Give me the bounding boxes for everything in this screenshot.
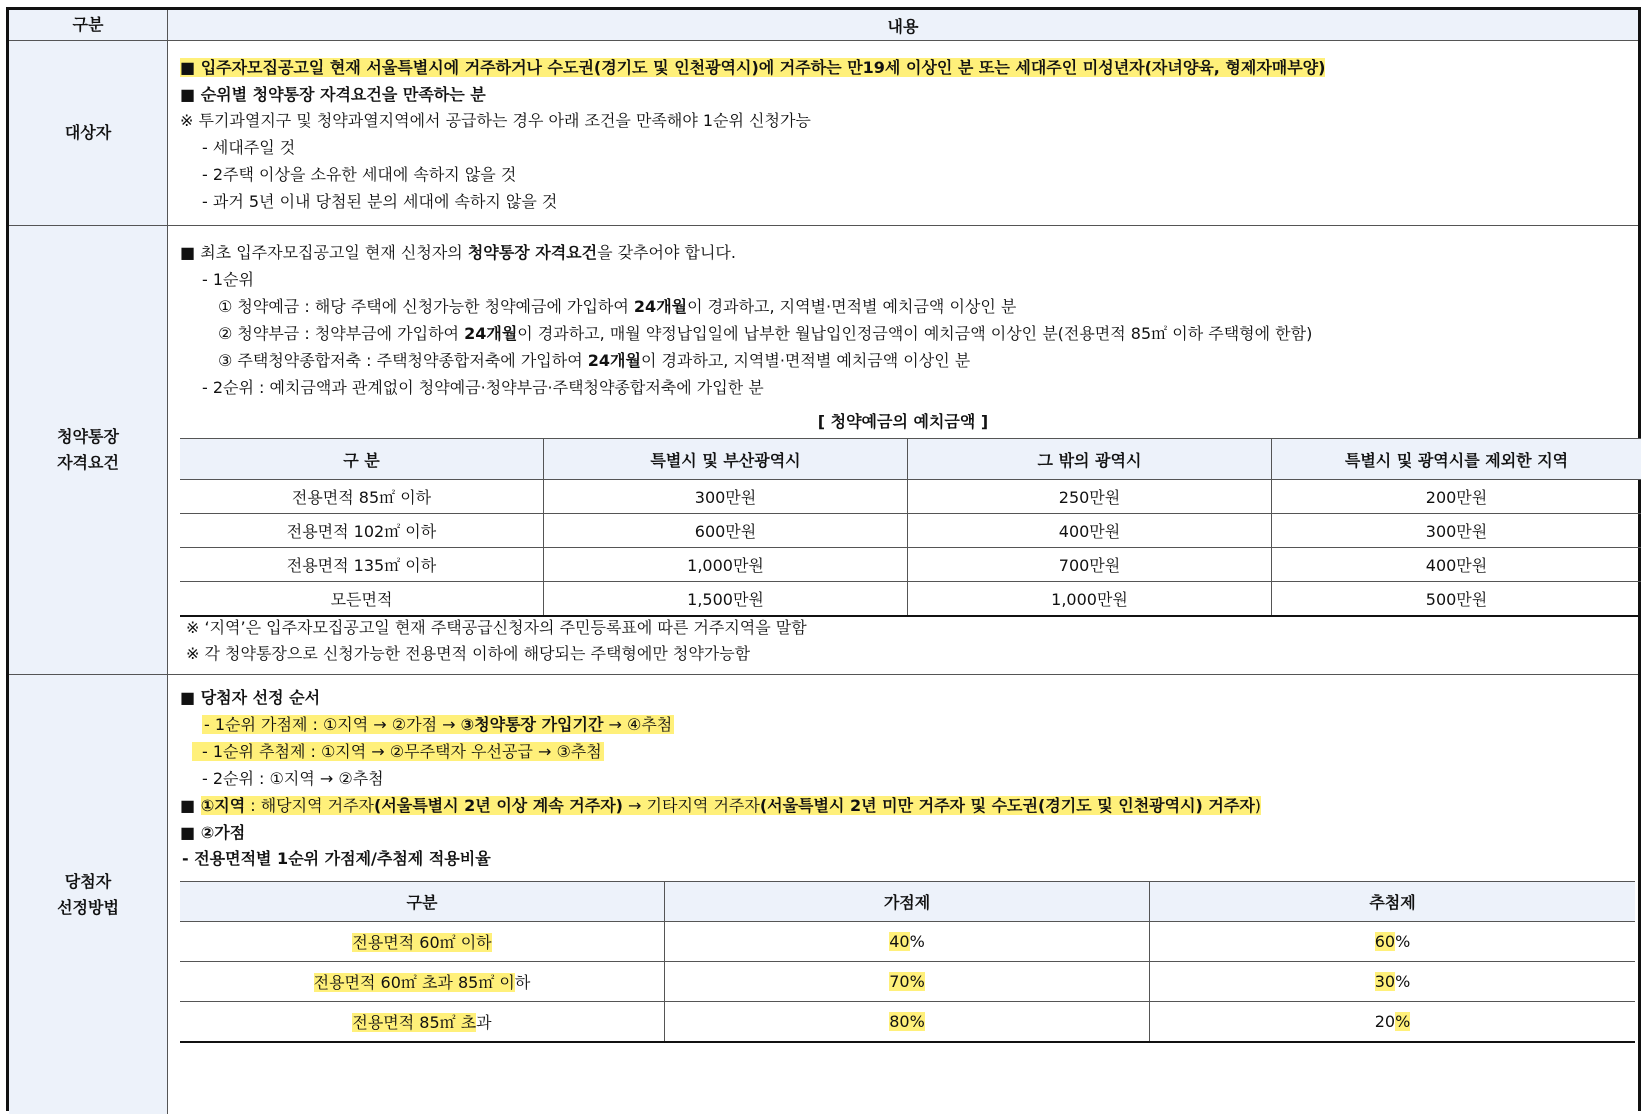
account-note1: ※ ‘지역’은 입주자모집공고일 현재 주택공급신청자의 주민등록표에 따른 거주지역을 말함	[186, 618, 807, 637]
deposit-cell: 600만원	[544, 514, 908, 548]
account-line1-c: 을 갖추어야 합니다.	[597, 243, 736, 262]
account-line3	[218, 294, 1016, 320]
ratio-cell-area	[180, 962, 665, 1002]
ratio-cell-area	[180, 1002, 665, 1043]
account-line2: - 1순위	[202, 270, 254, 289]
ratio-lot-hl: 30	[1374, 972, 1396, 991]
ratio-lot-a: 20	[1374, 1012, 1396, 1031]
deposit-cell: 전용면적 85㎡ 이하	[180, 480, 544, 514]
selection-line2-hl	[202, 715, 674, 734]
deposit-cell: 1,000만원	[544, 548, 908, 582]
target-line5: - 2주택 이상을 소유한 세대에 속하지 않을 것	[202, 165, 517, 184]
ratio-cell-score	[665, 922, 1150, 962]
selection-line2	[202, 712, 674, 738]
ratio-score-hl: 80%	[889, 1012, 925, 1031]
ratio-cell-score	[665, 962, 1150, 1002]
ratio-score-hl: 40	[889, 932, 910, 951]
target-label-text: 대상자	[64, 123, 112, 142]
ratio-table-header	[180, 882, 1635, 922]
selection-line5-c: : 해당지역 거주자	[245, 796, 374, 815]
target-line1	[180, 55, 1325, 81]
table-row	[180, 480, 1641, 514]
selection-content	[168, 675, 1638, 1114]
selection-line5-a: ■	[180, 796, 201, 815]
deposit-cell: 500만원	[1425, 590, 1488, 609]
ratio-area-rest: 하	[514, 973, 531, 992]
account-label-line1: 청약통장	[57, 427, 119, 446]
deposit-th-1: 특별시 및 부산광역시	[544, 439, 908, 480]
ratio-area-rest: 과	[476, 1013, 492, 1032]
target-label	[9, 41, 168, 225]
deposit-table-title: [ 청약예금의 예치금액 ]	[817, 412, 989, 431]
selection-line5	[180, 793, 1261, 819]
ratio-lot-hl: %	[1395, 1012, 1411, 1031]
account-line6: - 2순위 : 예치금액과 관계없이 청약예금·청약부금·주택청약종합저축에 가입한 분	[202, 378, 764, 397]
ratio-cell-lottery	[1150, 1002, 1636, 1043]
account-line1-a: ■ 최초 입주자모집공고일 현재 신청자의	[180, 243, 468, 262]
ratio-lot-hl: 60	[1374, 932, 1396, 951]
ratio-score-rest: %	[909, 932, 925, 951]
account-line5-b: 24개월	[587, 351, 641, 370]
selection-line3-text: - 1순위 추첨제 : ①지역 → ②무주택자 우선공급 → ③추첨	[192, 742, 604, 761]
deposit-cell: 700만원	[908, 548, 1272, 582]
selection-line3	[192, 739, 604, 765]
ratio-cell-score	[665, 1002, 1150, 1043]
deposit-table-header	[180, 439, 1641, 480]
selection-line4: - 2순위 : ①지역 → ②추첨	[202, 769, 384, 788]
selection-line2-c: → ④추첨	[603, 715, 673, 734]
ratio-th-2: 추첨제	[1150, 882, 1636, 922]
target-line4: - 세대주일 것	[202, 138, 296, 157]
selection-label-line1: 당첨자	[64, 871, 112, 891]
selection-line7: - 전용면적별 1순위 가점제/추첨제 적용비율	[182, 849, 491, 868]
ratio-cell-area	[180, 922, 665, 962]
deposit-cell: 1,500만원	[544, 582, 908, 617]
header-row	[9, 10, 1638, 41]
table-row	[180, 922, 1635, 962]
target-line2: ■ 순위별 청약통장 자격요건을 만족하는 분	[180, 85, 486, 104]
account-line4-c: 이 경과하고, 매월 약정납입일에 납부한 월납입인정금액이 예치금액 이상인 분(전용면적 85㎡ 이하 주택형에 한함)	[517, 324, 1313, 343]
deposit-cell: 1,000만원	[908, 582, 1272, 617]
account-line5	[218, 348, 970, 374]
account-line5-a: ③ 주택청약종합저축 : 주택청약종합저축에 가입하여	[218, 351, 588, 370]
selection-line2-b: ③청약통장 가입기간	[460, 715, 604, 734]
account-label-line2: 자격요건	[57, 453, 119, 472]
selection-line5-hl	[201, 796, 1261, 815]
deposit-cell: 전용면적 102㎡ 이하	[180, 514, 544, 548]
account-line4	[218, 321, 1312, 347]
ratio-area-hl: 전용면적 85㎡ 초	[352, 1013, 477, 1032]
header-col-category	[9, 10, 168, 40]
deposit-th-2: 그 밖의 광역시	[908, 439, 1272, 480]
ratio-cell-lottery	[1150, 962, 1636, 1002]
table-row	[180, 1002, 1635, 1043]
account-line5-c: 이 경과하고, 지역별·면적별 예치금액 이상인 분	[640, 351, 971, 370]
account-content	[168, 226, 1638, 674]
account-line3-b: 24개월	[633, 297, 688, 316]
document-table	[6, 7, 1641, 1111]
account-line4-b: 24개월	[464, 324, 518, 343]
target-line6: - 과거 5년 이내 당첨된 분의 세대에 속하지 않을 것	[202, 192, 558, 211]
account-label	[9, 226, 168, 674]
selection-line5-f: (서울특별시 2년 미만 거주자 및 수도권(경기도 및 인천광역시) 거주자	[759, 796, 1255, 815]
deposit-cell: 400만원	[908, 514, 1272, 548]
header-col-content	[168, 10, 1638, 40]
table-row	[180, 548, 1641, 582]
target-row	[9, 41, 1638, 226]
ratio-area-hl: 전용면적 60㎡ 초과 85㎡ 이	[313, 973, 515, 992]
account-line3-c: 이 경과하고, 지역별·면적별 예치금액 이상인 분	[687, 297, 1017, 316]
table-row	[180, 582, 1641, 617]
account-line1-b: 청약통장 자격요건	[467, 243, 598, 262]
selection-line5-b: ①지역	[200, 796, 246, 815]
ratio-th-0: 구분	[180, 882, 665, 922]
table-row	[180, 962, 1635, 1002]
deposit-cell: 300만원	[1272, 514, 1642, 548]
ratio-lot-rest: %	[1395, 932, 1411, 951]
header-col2-text: 내용	[887, 16, 919, 36]
ratio-area-text: 전용면적 60㎡ 이하	[352, 933, 492, 952]
deposit-table	[180, 438, 1641, 617]
ratio-lot-rest: %	[1395, 972, 1411, 991]
target-content	[168, 41, 1638, 225]
table-row	[180, 514, 1641, 548]
ratio-th-1: 가점제	[665, 882, 1150, 922]
deposit-th-0: 구 분	[180, 439, 544, 480]
ratio-score-hl: 70%	[889, 972, 925, 991]
account-line1	[180, 240, 736, 266]
selection-line5-d: (서울특별시 2년 이상 계속 거주자)	[374, 796, 623, 815]
deposit-th-3: 특별시 및 광역시를 제외한 지역	[1272, 439, 1642, 480]
selection-line5-g: )	[1254, 796, 1262, 815]
selection-line2-a: - 1순위 가점제 : ①지역 → ②가점 →	[204, 715, 461, 734]
account-note2: ※ 각 청약통장으로 신청가능한 전용면적 이하에 해당되는 주택형에만 청약가능함	[186, 644, 751, 663]
account-row	[9, 226, 1638, 675]
ratio-table	[180, 881, 1635, 1043]
account-line3-a: ① 청약예금 : 해당 주택에 신청가능한 청약예금에 가입하여	[218, 297, 634, 316]
selection-label-line2: 선정방법	[57, 897, 119, 917]
selection-line5-e: → 기타지역 거주자	[622, 796, 760, 815]
target-line3: ※ 투기과열지구 및 청약과열지역에서 공급하는 경우 아래 조건을 만족해야 1순위 신청가능	[180, 111, 811, 130]
selection-label	[9, 675, 168, 1114]
deposit-cell: 전용면적 135㎡ 이하	[180, 548, 544, 582]
deposit-cell: 250만원	[908, 480, 1272, 514]
account-line4-a: ② 청약부금 : 청약부금에 가입하여	[218, 324, 465, 343]
deposit-cell: 모든면적	[180, 582, 544, 617]
deposit-cell: 400만원	[1272, 548, 1642, 582]
ratio-cell-lottery	[1150, 922, 1636, 962]
target-line1-text: ■ 입주자모집공고일 현재 서울특별시에 거주하거나 수도권(경기도 및 인천광역시)에 거주하는 만19세 이상인 분 또는 세대주인 미성년자(자녀양육, 형제자매부양)	[180, 58, 1326, 77]
selection-line6: ■ ②가점	[180, 823, 246, 842]
deposit-cell: 200만원	[1272, 480, 1642, 514]
deposit-cell: 300만원	[544, 480, 908, 514]
selection-row	[9, 675, 1638, 1114]
selection-line1: ■ 당첨자 선정 순서	[180, 688, 321, 707]
header-col1-text: 구분	[72, 15, 104, 34]
